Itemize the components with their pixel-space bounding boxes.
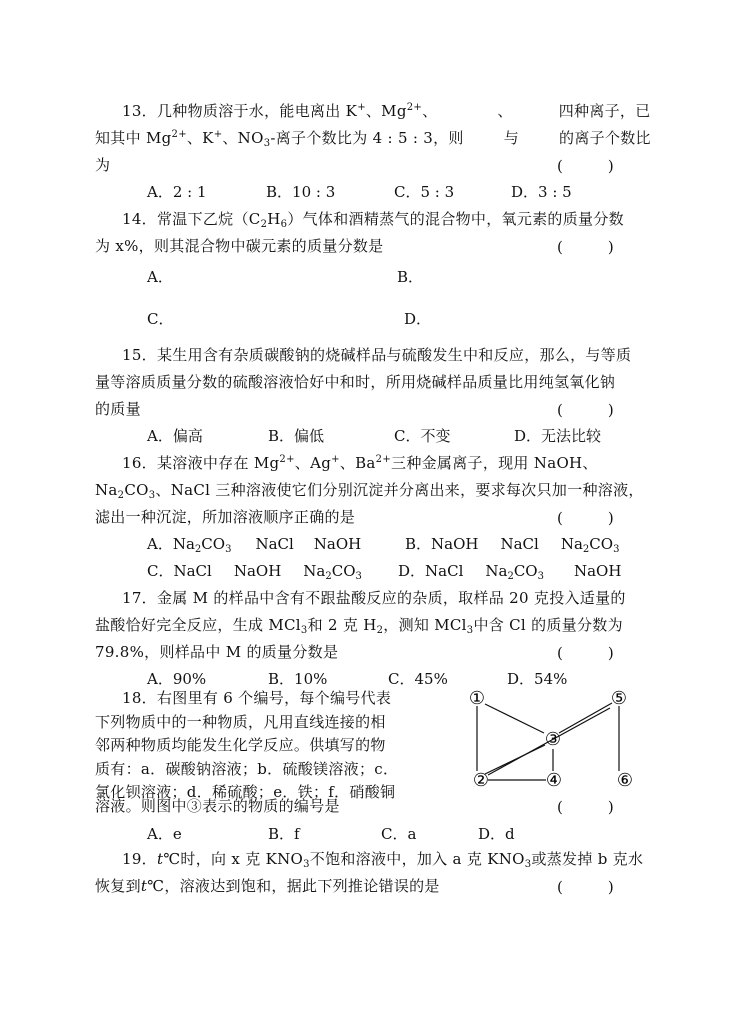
edge-1-3 [485, 704, 544, 733]
node-4: ④ [545, 770, 563, 791]
answer-paren: ( ) [557, 878, 614, 896]
q15-option-c: C．不变 [394, 427, 451, 445]
reaction-graph [455, 682, 640, 797]
q19-line2: 恢复到t℃，溶液达到饱和，据此下列推论错误的是 [95, 877, 440, 895]
q13-line2: 知其中 $Mg^{2+}$、K+、$NO_3-$离子个数比为 4 : 5 : 3，则 与 的离子个数比 [95, 129, 651, 149]
q18-line3: 邻两种物质均能发生化学反应。供填写的物 [95, 736, 386, 754]
q16-line2: $Na_2CO_3$、NaCl 三种溶液使它们分别沉淀并分离出来，要求每次只加一种溶液， [95, 481, 644, 501]
q18-option-b: B．f [268, 825, 300, 843]
q18-option-d: D．d [478, 825, 515, 843]
q14-option-c: C． [147, 310, 174, 328]
q14-line1: 14．常温下乙烷$(C_2H_6)$气体和酒精蒸气的混合物中，氧元素的质量分数 [122, 210, 624, 230]
q17-option-d: D．54% [507, 670, 568, 688]
q15-option-b: B．偏低 [268, 427, 325, 445]
q15-option-a: A．偏高 [147, 427, 203, 445]
q15-line2: 量等溶质质量分数的硫酸溶液恰好中和时，所用烧碱样品质量比用纯氢氧化钠 [95, 373, 616, 391]
q18-line1: 18．右图里有 6 个编号，每个编号代表 [122, 689, 392, 707]
q17-line1: 17．金属 M 的样品中含有不跟盐酸反应的杂质，取样品 20 克投入适量的 [122, 589, 626, 607]
q14-option-d: D． [404, 310, 432, 328]
q15-line3: 的质量 [95, 400, 141, 418]
q17-option-a: A．90% [147, 670, 207, 688]
answer-paren: ( ) [557, 157, 614, 175]
q13-line1: 13．几种物质溶于水，能电离出 K+、$Mg^{2+}$、 、 四种离子，已 [122, 102, 651, 120]
answer-paren: ( ) [557, 644, 614, 662]
q16-option-c: C．NaCl NaOH $Na_2CO_3$ [147, 562, 362, 582]
node-6: ⑥ [616, 770, 634, 791]
q16-option-b: B．NaOH NaCl $Na_2CO_3$ [405, 535, 620, 555]
q18-line4: 质有：a．碳酸钠溶液；b．硫酸镁溶液；c． [95, 760, 399, 778]
q16-line1: 16．某溶液中存在 $Mg^{2+}$、Ag+、$Ba^{2+}$三种金属离子，现用 NaOH、 [122, 454, 598, 472]
q18-line5: 氯化钡溶液；d．稀硫酸；e．铁；f．硝酸铜 [95, 783, 396, 801]
q17-option-b: B．10% [268, 670, 328, 688]
q13-option-d: D．3 : 5 [511, 183, 572, 201]
q13-line3: 为 [95, 156, 111, 174]
q13-option-c: C．5 : 3 [394, 183, 455, 201]
q17-line2: 盐酸恰好完全反应，生成 MCl$_3$和 2 克 $H_2$，测知 MCl$_3$中含 Cl 的质量分数为 [95, 616, 623, 636]
answer-paren: ( ) [557, 401, 614, 419]
q14-option-a: A． [147, 268, 173, 286]
q18-option-a: A．e [147, 825, 182, 843]
answer-paren: ( ) [557, 798, 614, 816]
answer-paren: ( ) [557, 238, 614, 256]
q13-option-b: B．10 : 3 [266, 183, 336, 201]
q16-option-d: D．NaCl $Na_2CO_3$ NaOH [398, 562, 622, 582]
q16-line3: 滤出一种沉淀，所加溶液顺序正确的是 [95, 508, 356, 526]
q19-line1: 19．t℃时，向 x 克 $KNO_3$不饱和溶液中，加入 a 克 $KNO_3$或蒸发掉 b 克水 [122, 850, 644, 870]
q18-line6: 溶液。则图中③表示的物质的编号是 [95, 797, 340, 815]
q14-line2: 为 x%，则其混合物中碳元素的质量分数是 [95, 237, 384, 255]
q18-option-c: C．a [381, 825, 417, 843]
answer-paren: ( ) [557, 509, 614, 527]
q18-line2: 下列物质中的一种物质，凡用直线连接的相 [95, 713, 386, 731]
q13-number: 13． [122, 102, 157, 120]
edge-5-3 [559, 703, 612, 733]
q15-line1: 15．某生用含有杂质碳酸钠的烧碱样品与硫酸发生中和反应，那么，与等质 [122, 346, 632, 364]
node-5: ⑤ [610, 688, 628, 709]
q15-option-d: D．无法比较 [514, 427, 602, 445]
q13-option-a: A．2 : 1 [147, 183, 207, 201]
q17-line3: 79.8%，则样品中 M 的质量分数是 [95, 643, 339, 661]
node-3: ③ [544, 729, 562, 750]
q17-option-c: C．45% [388, 670, 448, 688]
q14-option-b: B． [397, 268, 424, 286]
q16-option-a: A．$Na_2CO_3$ NaCl NaOH [147, 535, 362, 555]
node-2: ② [472, 770, 490, 791]
node-1: ① [468, 688, 486, 709]
